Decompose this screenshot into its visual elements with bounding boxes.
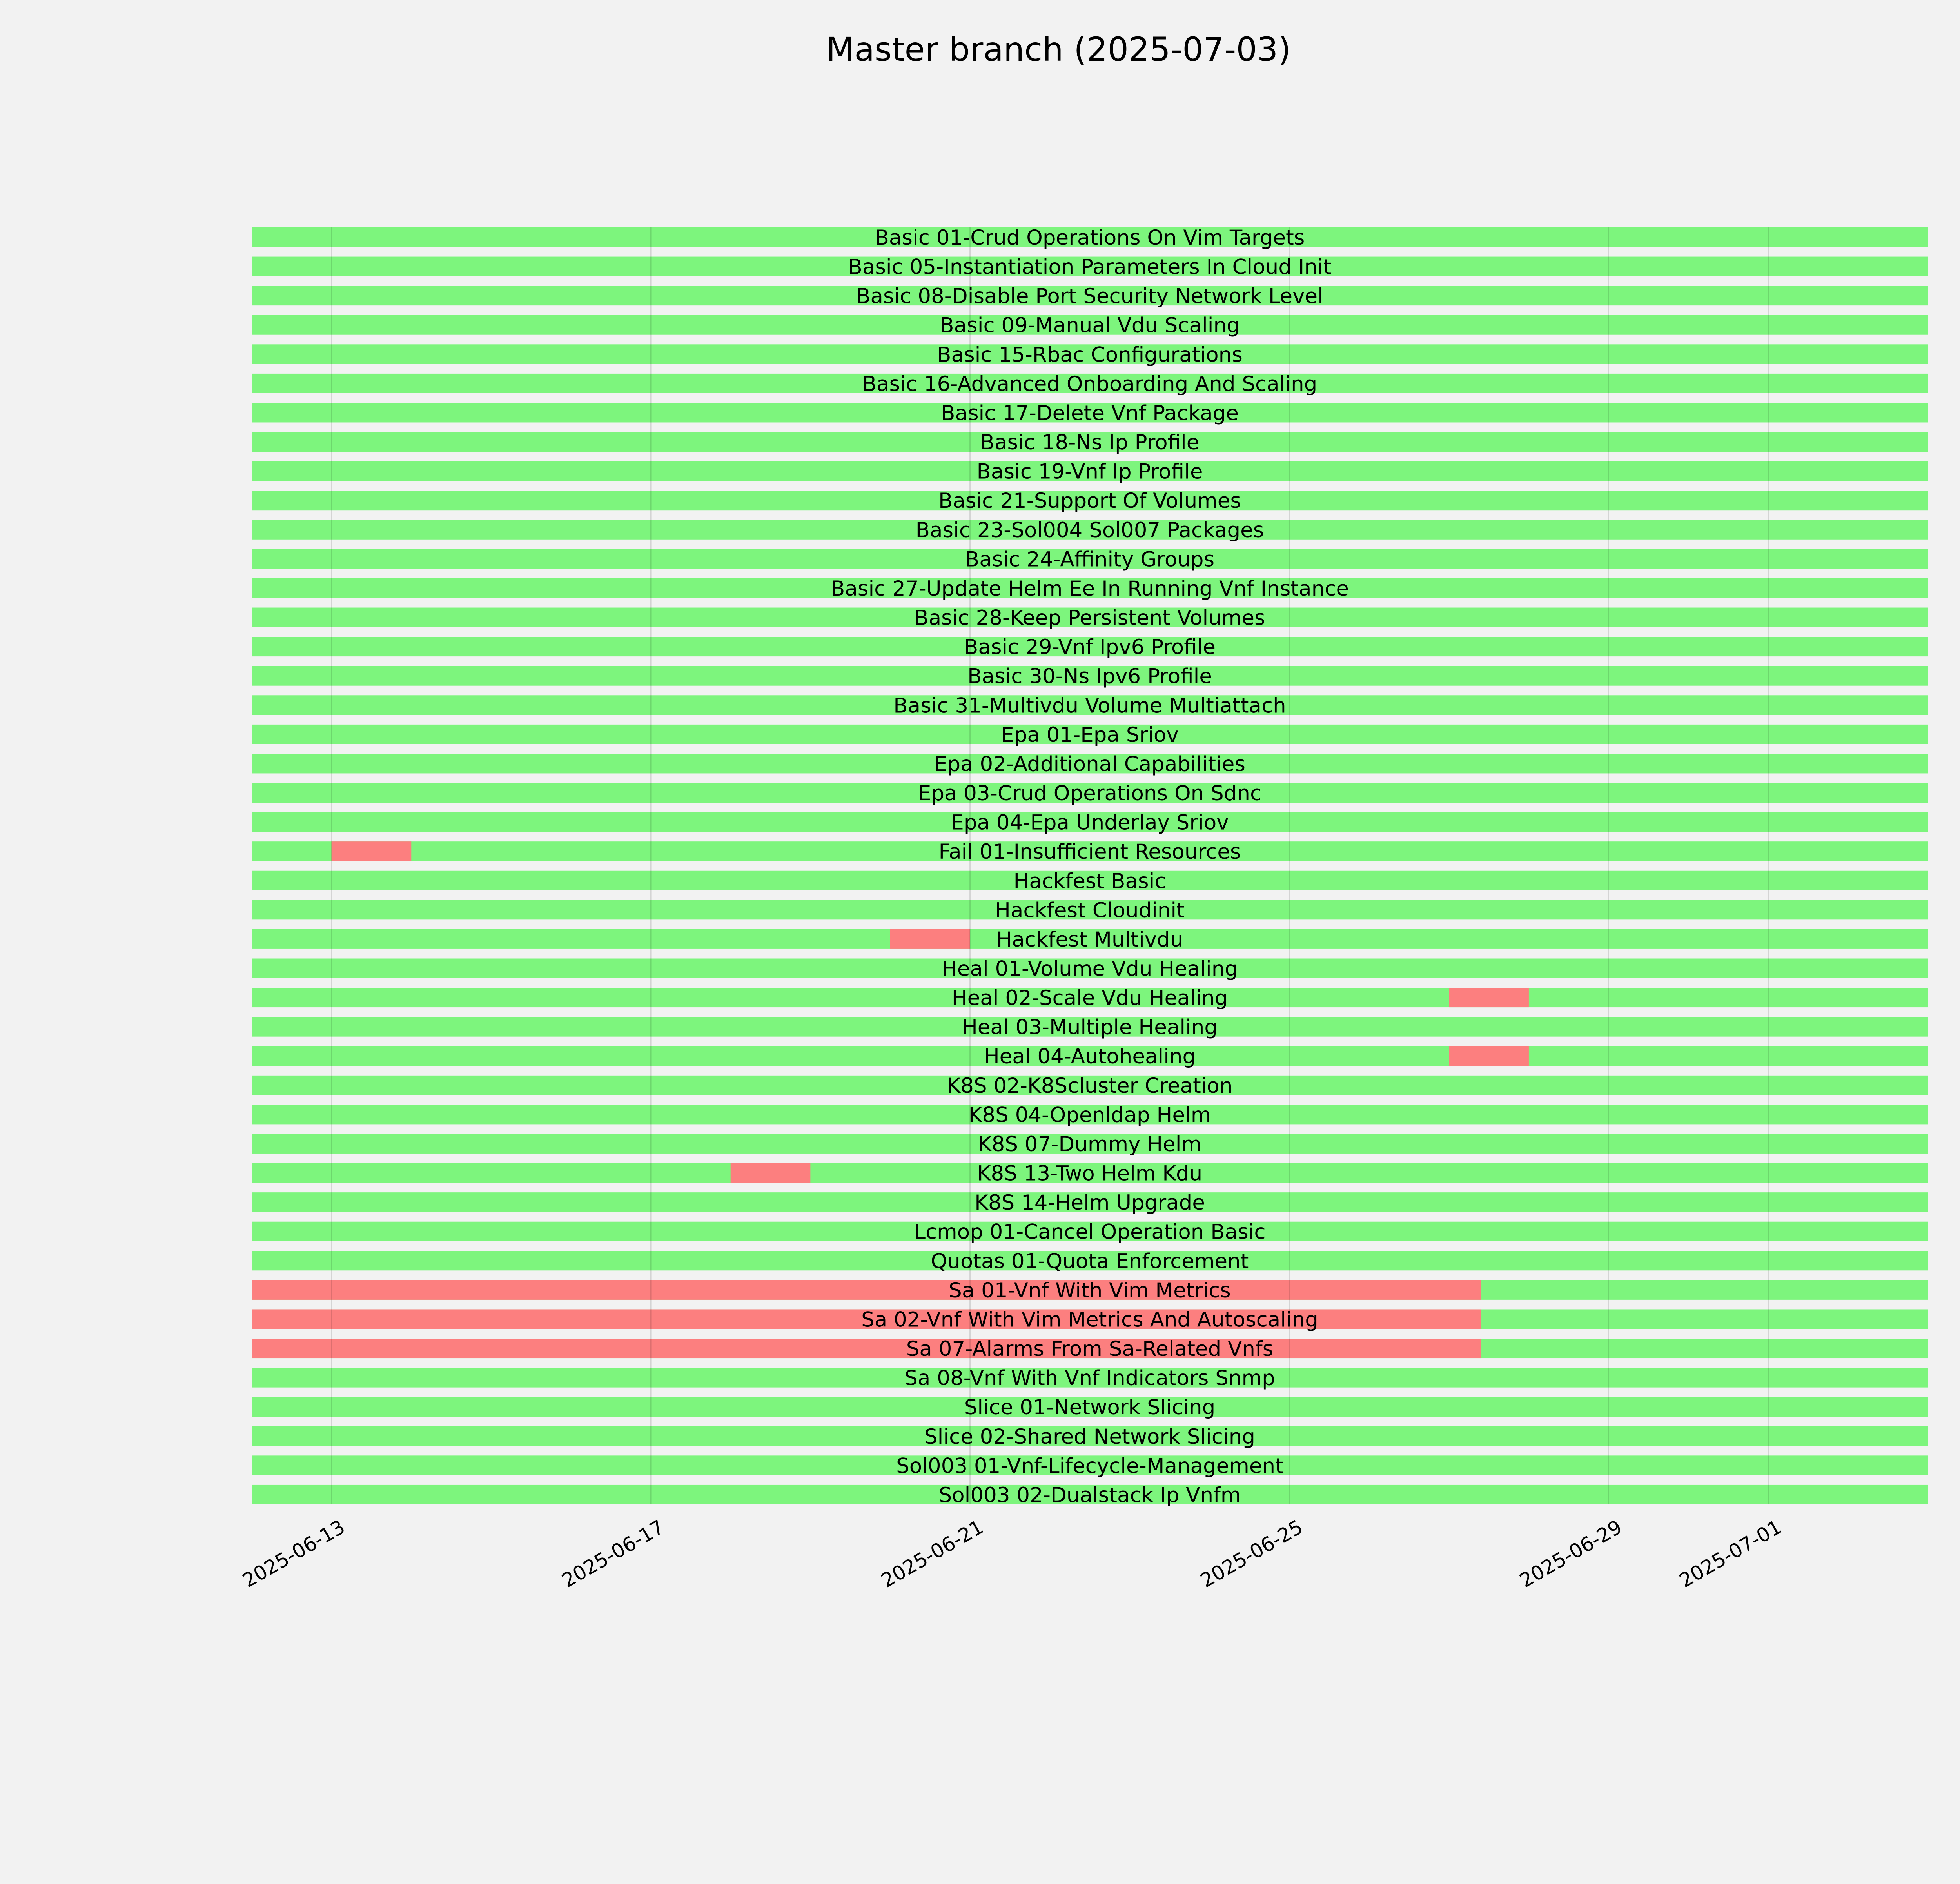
test-label: Sol003 01-Vnf-Lifecycle-Management	[896, 1454, 1283, 1478]
test-label: Epa 03-Crud Operations On Sdnc	[918, 781, 1262, 806]
test-label: Lcmop 01-Cancel Operation Basic	[914, 1220, 1266, 1244]
test-label: Heal 02-Scale Vdu Healing	[951, 986, 1228, 1010]
chart-title: Master branch (2025-07-03)	[826, 30, 1291, 69]
test-label: Hackfest Cloudinit	[995, 898, 1185, 923]
fail-segment	[1449, 1046, 1529, 1066]
x-tick-label: 2025-06-17	[558, 1515, 668, 1592]
x-tick-label: 2025-06-25	[1196, 1515, 1307, 1592]
fail-segment	[890, 929, 970, 949]
test-label: Epa 02-Additional Capabilities	[934, 752, 1245, 776]
fail-segment	[332, 841, 412, 861]
test-label: Basic 16-Advanced Onboarding And Scaling	[862, 372, 1318, 396]
test-label: Sa 01-Vnf With Vim Metrics	[949, 1278, 1231, 1303]
test-label: Basic 24-Affinity Groups	[965, 547, 1215, 572]
test-label: Basic 30-Ns Ipv6 Profile	[967, 664, 1212, 689]
test-label: Basic 08-Disable Port Security Network Level	[856, 284, 1323, 309]
x-tick-label: 2025-06-21	[877, 1515, 987, 1592]
test-label: Sol003 02-Dualstack Ip Vnfm	[938, 1483, 1241, 1507]
fail-segment	[731, 1163, 811, 1183]
test-label: K8S 14-Helm Upgrade	[975, 1191, 1205, 1215]
test-label: Basic 31-Multivdu Volume Multiattach	[893, 694, 1286, 718]
test-label: Slice 01-Network Slicing	[964, 1395, 1216, 1420]
x-tick-label: 2025-07-01	[1675, 1515, 1786, 1592]
test-label: Epa 01-Epa Sriov	[1001, 723, 1179, 747]
test-label: Sa 08-Vnf With Vnf Indicators Snmp	[904, 1366, 1275, 1390]
test-label: Basic 09-Manual Vdu Scaling	[940, 313, 1240, 338]
test-label: Sa 07-Alarms From Sa-Related Vnfs	[906, 1337, 1274, 1361]
test-label: Basic 18-Ns Ip Profile	[980, 431, 1200, 455]
test-label: Basic 28-Keep Persistent Volumes	[914, 606, 1265, 630]
test-label: K8S 04-Openldap Helm	[968, 1103, 1211, 1127]
test-label: Heal 03-Multiple Healing	[962, 1015, 1218, 1039]
test-label: K8S 07-Dummy Helm	[978, 1132, 1202, 1156]
test-label: Basic 27-Update Helm Ee In Running Vnf Instance	[831, 576, 1349, 601]
test-label: Quotas 01-Quota Enforcement	[931, 1249, 1249, 1274]
fail-segment	[252, 1280, 1481, 1300]
test-label: Basic 23-Sol004 Sol007 Packages	[915, 518, 1264, 542]
test-label: Heal 01-Volume Vdu Healing	[942, 957, 1238, 981]
test-label: Heal 04-Autohealing	[984, 1045, 1196, 1069]
fail-segment	[252, 1339, 1481, 1358]
test-label: Hackfest Multivdu	[996, 927, 1183, 952]
test-label: Basic 05-Instantiation Parameters In Cloud Init	[848, 255, 1332, 279]
test-label: K8S 13-Two Helm Kdu	[977, 1161, 1203, 1186]
test-label: Basic 19-Vnf Ip Profile	[976, 460, 1203, 484]
test-label: Hackfest Basic	[1013, 869, 1166, 893]
test-label: Epa 04-Epa Underlay Sriov	[951, 810, 1229, 835]
test-label: Sa 02-Vnf With Vim Metrics And Autoscaling	[861, 1308, 1318, 1332]
x-tick-label: 2025-06-13	[238, 1515, 349, 1592]
test-label: Slice 02-Shared Network Slicing	[924, 1424, 1256, 1449]
fail-segment	[1449, 988, 1529, 1007]
test-label: Basic 15-Rbac Configurations	[937, 343, 1243, 367]
test-label: Basic 29-Vnf Ipv6 Profile	[964, 635, 1216, 659]
test-label: Basic 21-Support Of Volumes	[938, 489, 1241, 513]
test-label: Fail 01-Insufficient Resources	[938, 840, 1241, 864]
test-label: Basic 01-Crud Operations On Vim Targets	[875, 226, 1305, 250]
test-label: Basic 17-Delete Vnf Package	[941, 401, 1239, 425]
test-label: K8S 02-K8Scluster Creation	[947, 1074, 1233, 1098]
x-tick-label: 2025-06-29	[1515, 1515, 1626, 1592]
